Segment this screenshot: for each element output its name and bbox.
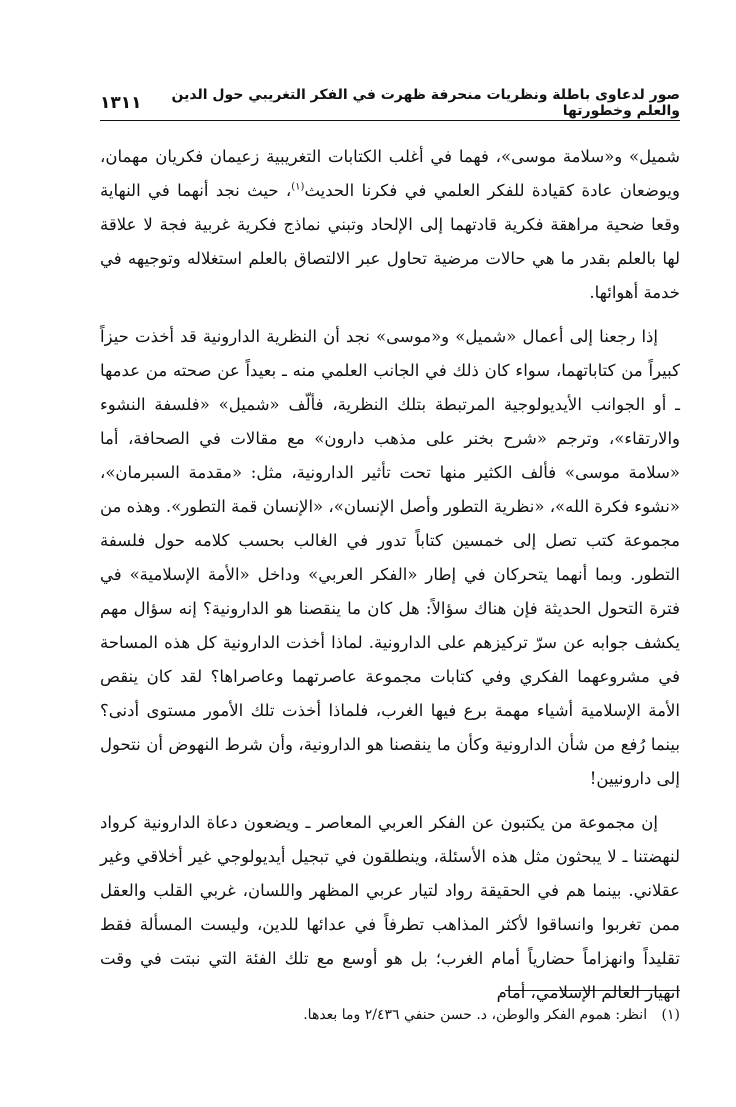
paragraph-1-text-a: شميل» و«سلامة موسى»، فهما في أغلب الكتابات التغريبية زعيمان فكريان مهمان، ويوضعان عادة كقيادة للفكر العلمي في فكرنا الحديث — [100, 147, 680, 200]
footnote-text: انظر: هموم الفكر والوطن، د. حسن حنفي ٢/٤٣٦ وما بعدها. — [303, 1007, 648, 1023]
running-header — [100, 87, 680, 119]
paragraph-1-text-b: ، حيث نجد أنهما في النهاية وقعا ضحية مراهقة فكرية قادتهما إلى الإلحاد وتبني نماذج فكرية غربية فجة لا علاقة لها بالعلم بقدر ما هي حالات مرضية تحاول عبر الالتصاق بالعلم استغلاله وتوجيهه في خدمة أهوائها. — [100, 181, 680, 302]
header-divider — [100, 120, 680, 121]
paragraph-3: إن مجموعة من يكتبون عن الفكر العربي المعاصر ـ ويضعون دعاة الدارونية كرواد لنهضتنا ـ لا يبحثون مثل هذه الأسئلة، وينطلقون في تبجيل أيديولوجي غير أخلاقي وغير عقلاني. بينما هم في الحقيقة رواد لتيار عربي المظهر واللسان، غربي القلب والعقل ممن تغربوا وانساقوا لأكثر المذاهب تطرفاً في عدائها للدين، وليست المسألة فقط تقليداً وانهزاماً حضارياً أمام الغرب؛ بل هو أوسع مع تلك الفئة التي نبتت في وقت انهيار العالم الإسلامي، أمام — [100, 813, 680, 1002]
paragraph-1 — [100, 140, 680, 310]
footnote — [100, 1004, 680, 1026]
footnote-mark: (١) — [661, 1007, 680, 1023]
main-text — [100, 140, 680, 1020]
paragraph-2: إذا رجعنا إلى أعمال «شميل» و«موسى» نجد أن النظرية الدارونية قد أخذت حيزاً كبيراً من كتاباتهما، سواء كان ذلك في الجانب العلمي منه ـ بعيداً عن صحته من عدمها ـ أو الجوانب الأيديولوجية المرتبطة بتلك النظرية، فألّف «شميل» «فلسفة النشوء والارتقاء»، وترجم «شرح بخنر على مذهب دارون» مع مقالات في الصحافة، أما «سلامة موسى» فألف الكثير منها تحت تأثير الدارونية، مثل: «مقدمة السبرمان»، «نشوء فكرة الله»، «نظرية التطور وأصل الإنسان»، «الإنسان قمة التطور». وهذه من مجموعة كتب تصل إلى خمسين كتاباً تدور في الغالب بحسب كلامه حول فلسفة التطور. وبما أنهما يتحركان في إطار «الفكر العربي» وداخل «الأمة الإسلامية» في فترة التحول الحديثة فإن هناك سؤالاً: هل كان ما ينقصنا هو الدارونية؟ إنه سؤال مهم يكشف جوابه عن سرّ تركيزهم على الدارونية. لماذا أخذت الدارونية كل هذه المساحة في مشروعهما الفكري وفي كتابات مجموعة عاصرتهما وعاصراها؟ لقد كان ينقص الأمة الإسلامية أشياء مهمة برع فيها الغرب، فلماذا أخذت تلك الأمور مستوى أدنى؟ بينما رُفع من شأن الدارونية وكأن ما ينقصنا هو الدارونية، وأن شرط النهوض أن نتحول إلى دارونيين! — [100, 327, 680, 788]
page-number: ١٣١١ — [100, 93, 142, 113]
running-header-title: صور لدعاوى باطلة ونظريات منحرفة ظهرت في الفكر التغريبي حول الدين والعلم وخطورتها — [171, 87, 680, 119]
footnote-reference: (١) — [291, 181, 305, 193]
footnote-divider — [505, 990, 680, 991]
